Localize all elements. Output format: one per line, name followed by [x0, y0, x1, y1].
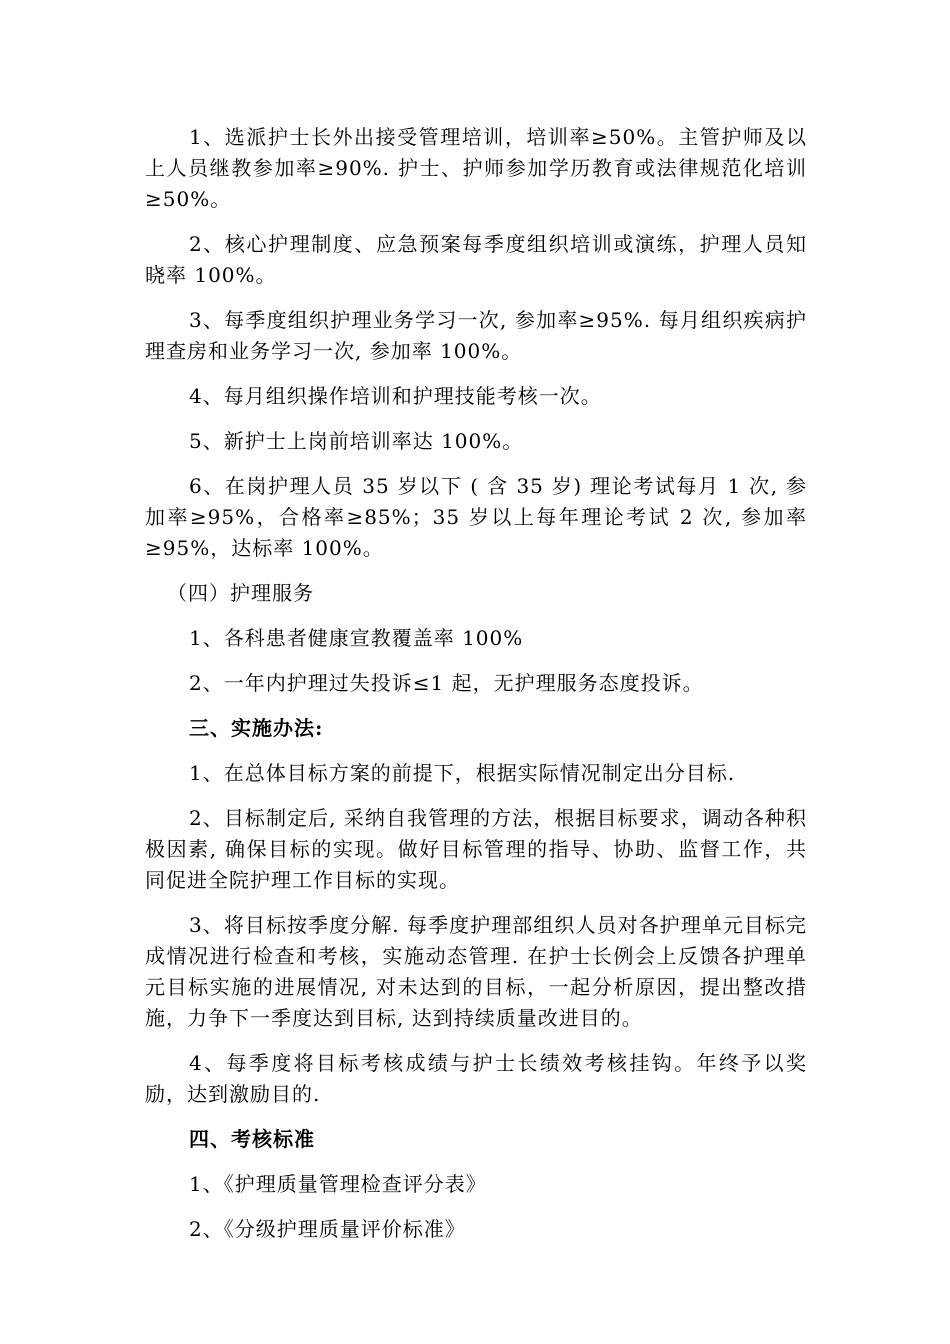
paragraph-training-rate: 1、选派护士长外出接受管理培训，培训率≥50%。主管护师及以上人员继教参加率≥90%. 护士、护师参加学历教育或法律规范化培训≥50%。 — [145, 125, 807, 211]
heading-implementation: 三、实施办法: — [189, 716, 324, 740]
paragraph-quarterly-review: 3、将目标按季度分解. 每季度护理部组织人员对各护理单元目标完成情况进行检查和考核，实施动态管理. 在护士长例会上反馈各护理单元目标实施的进展情况, 对未达到的目标，一起分析原因，提出整改措施，力争下一季度达到目标, 达到持续质量改进目的。 — [145, 913, 807, 1030]
document-page — [145, 122, 807, 1259]
paragraph-core-system: 2、核心护理制度、应急预案每季度组织培训或演练，护理人员知晓率 100%。 — [145, 232, 807, 287]
section-nursing-service: （四）护理服务 — [167, 581, 314, 605]
paragraph-new-nurse-training: 5、新护士上岗前培训率达 100%。 — [189, 429, 524, 453]
paragraph-performance-link: 4、每季度将目标考核成绩与护士长绩效考核挂钩。年终予以奖励，达到激励目的. — [145, 1051, 807, 1106]
paragraph-health-education: 1、各科患者健康宣教覆盖率 100% — [189, 626, 524, 650]
paragraph-complaints: 2、一年内护理过失投诉≤1 起，无护理服务态度投诉。 — [189, 671, 704, 695]
paragraph-self-management: 2、目标制定后, 采纳自我管理的方法，根据目标要求，调动各种积极因素, 确保目标的实现。做好目标管理的指导、协助、监督工作，共同促进全院护理工作目标的实现。 — [145, 806, 807, 892]
paragraph-theory-exam: 6、在岗护理人员 35 岁以下 ( 含 35 岁) 理论考试每月 1 次, 参加率≥95%，合格率≥85%；35 岁以上每年理论考试 2 次, 参加率≥95%，达标率 100%。 — [145, 474, 807, 560]
paragraph-skill-assessment: 4、每月组织操作培训和护理技能考核一次。 — [189, 384, 602, 408]
paragraph-quality-score-sheet: 1、《护理质量管理检查评分表》 — [189, 1172, 487, 1196]
paragraph-graded-nursing-standard: 2、《分级护理质量评价标准》 — [189, 1217, 466, 1241]
paragraph-business-study: 3、每季度组织护理业务学习一次, 参加率≥95%. 每月组织疾病护理查房和业务学习一次, 参加率 100%。 — [145, 308, 807, 363]
paragraph-sub-goals: 1、在总体目标方案的前提下，根据实际情况制定出分目标. — [189, 761, 736, 785]
heading-assessment-standards: 四、考核标准 — [189, 1127, 315, 1151]
